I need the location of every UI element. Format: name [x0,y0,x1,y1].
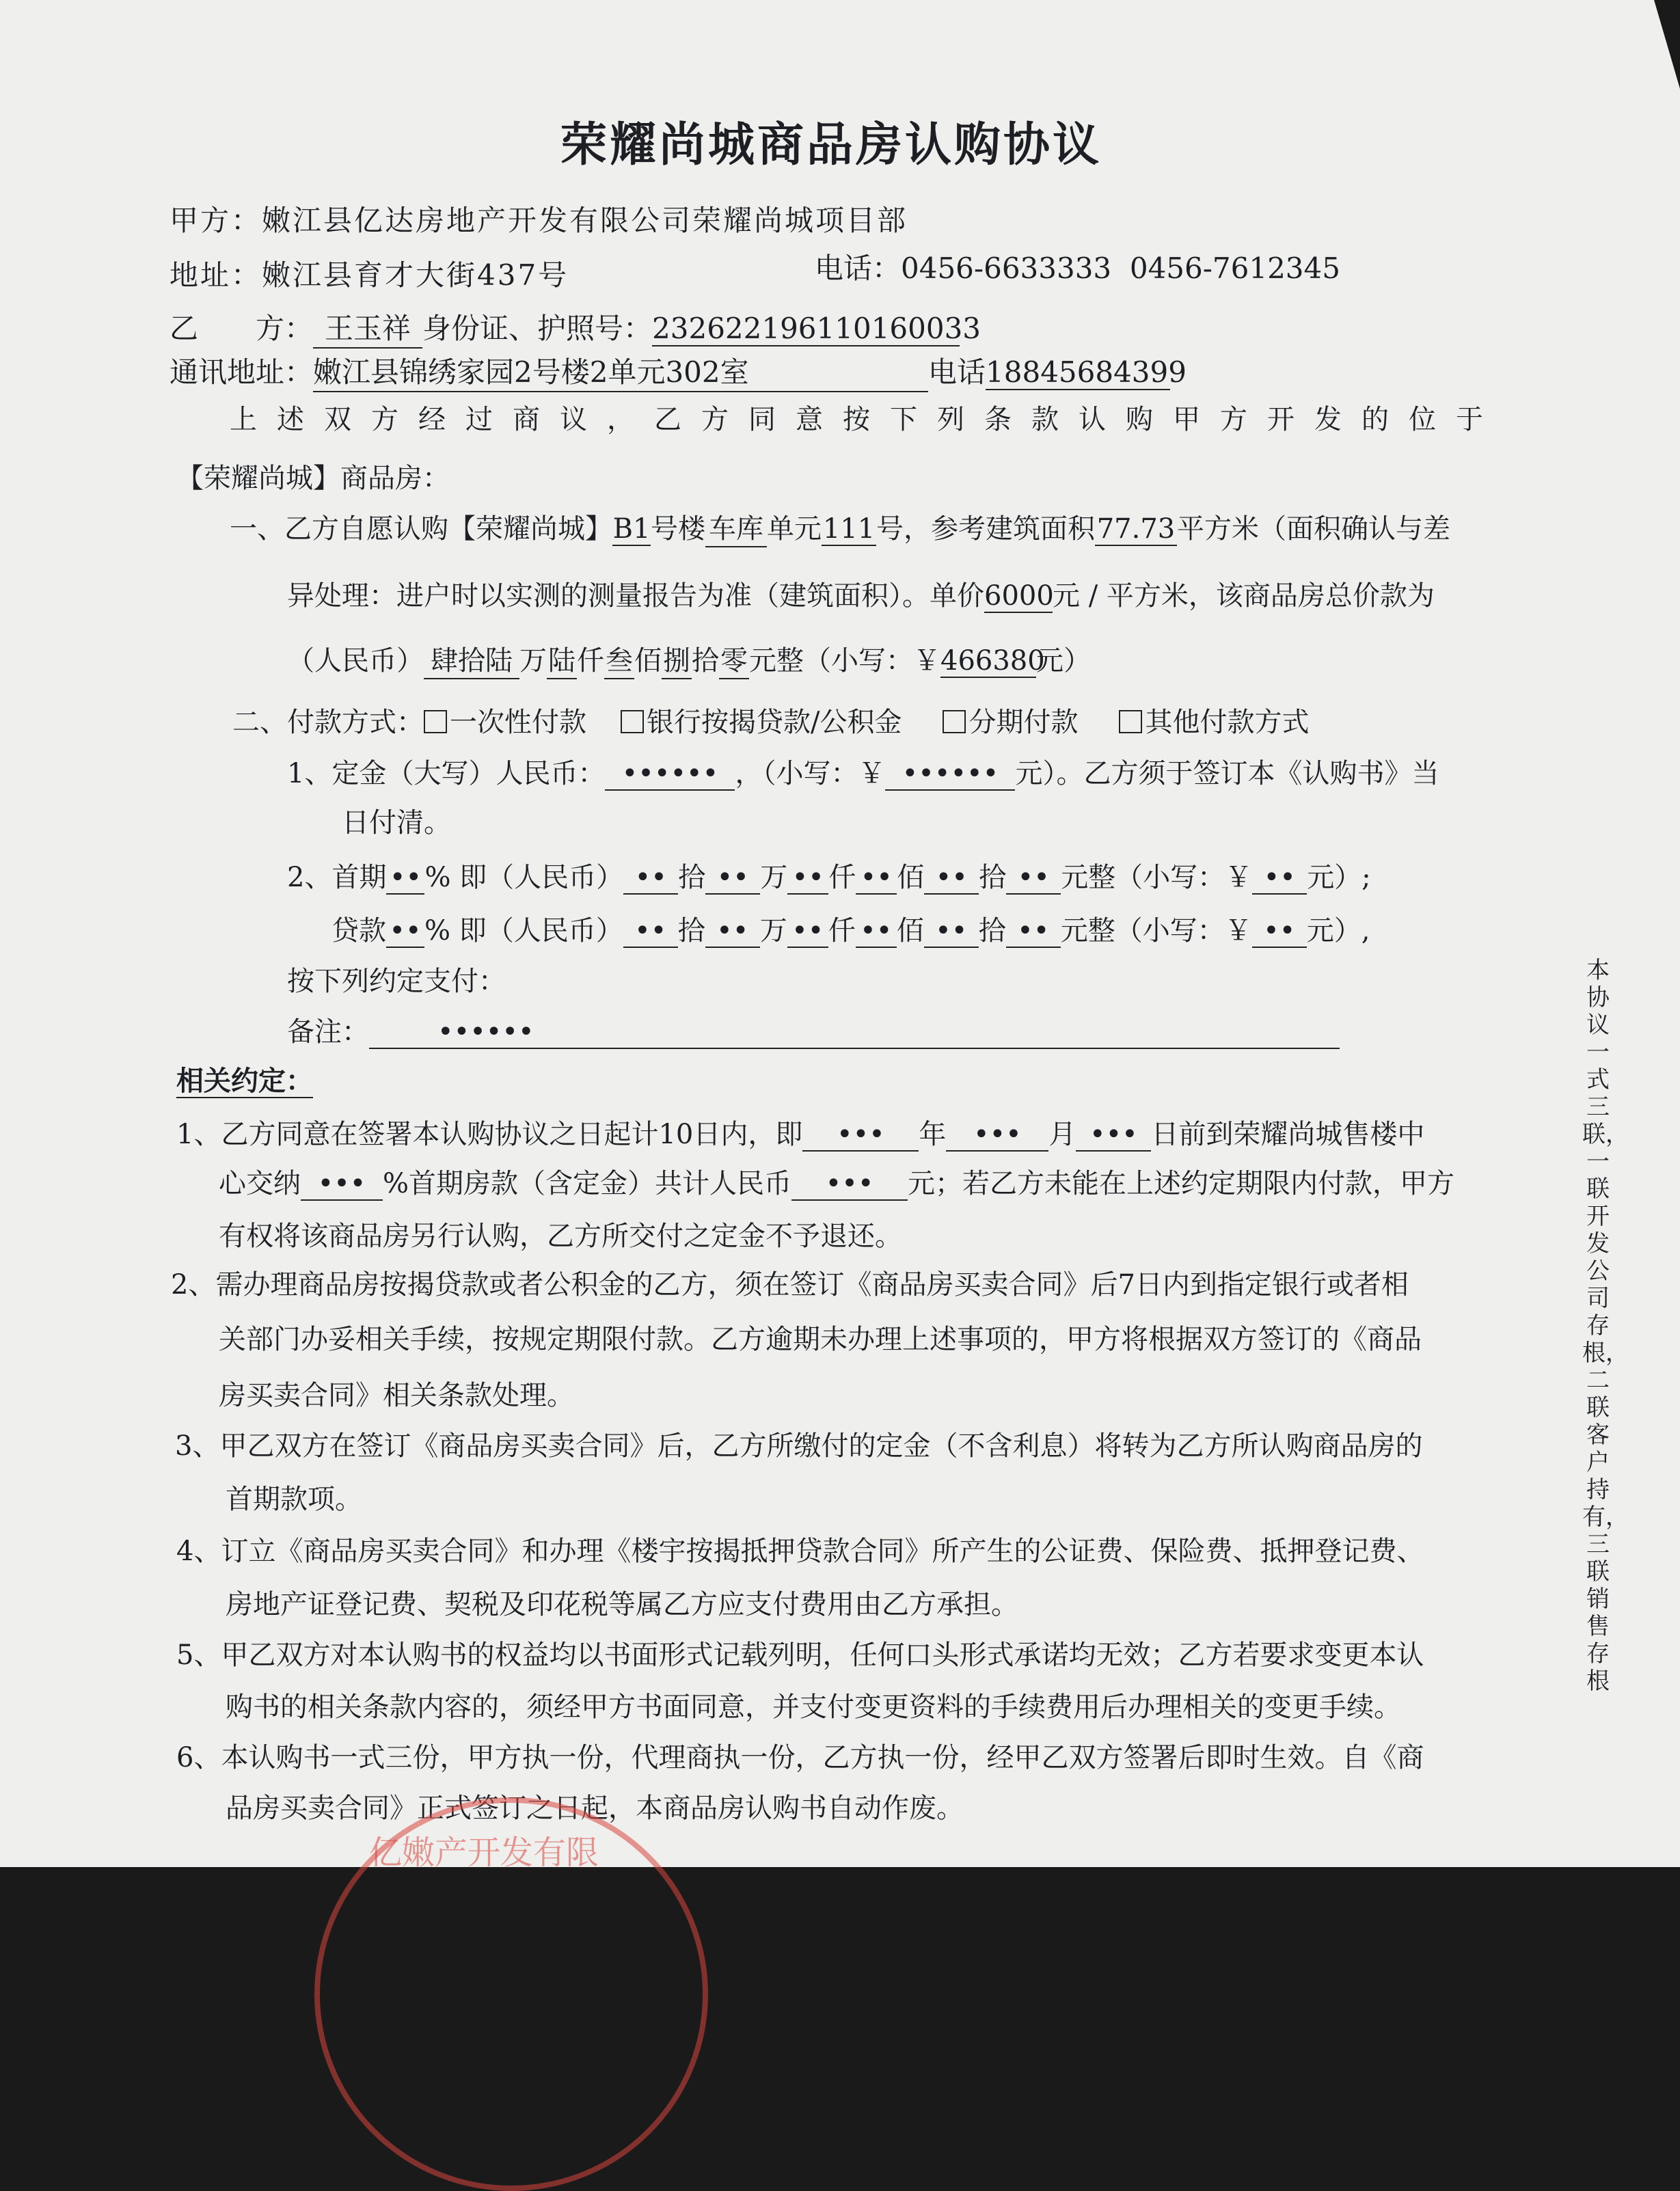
loan-lower-field: •• [1252,915,1307,948]
checkbox-mortgage-label: 银行按揭贷款/公积金 [647,707,902,738]
related-2-line-1: 2、需办理商品房按揭贷款或者公积金的乙方，须在签订《商品房买卖合同》后7日内到指定银行或者相 [171,1269,1409,1301]
related-6-line-1: 6、本认购书一式三份，甲方执一份，代理商执一份，乙方执一份，经甲乙双方签署后即时生效。自《商 [176,1742,1424,1773]
first-end: 元）; [1307,862,1371,893]
first-shi2: 拾 [979,862,1007,893]
first-pct-field: •• [386,862,424,895]
unit-bai: 佰 [634,645,662,677]
party-a-label: 甲方： [170,204,262,237]
loan-shi-field: •• [623,915,678,948]
clause-1-text-b: 号楼 [651,513,705,545]
related-1-text-d: %首期房款（含定金）共计人民币 [383,1168,792,1199]
payment-method-header: 二、付款方式： [232,707,424,738]
amount-digit-shi: 捌 [662,639,692,679]
clause-1-rmb-label: （人民币） [287,645,424,677]
first-wan: 万 [760,862,788,893]
related-1-text-e: 元；若乙方未能在上述约定期限内付款，甲方 [908,1168,1455,1199]
floor-area: 77.73 [1095,513,1177,546]
clause-1-text-a: 一、乙方自愿认购【荣耀尚城】 [230,513,612,545]
deposit-upper-field: •••••• [605,758,735,791]
related-1-text-a: 1、乙方同意在签署本认购协议之日起计10日内，即 [176,1119,803,1150]
due-year-label: 年 [919,1119,947,1150]
unit-price: 6000 [984,580,1054,612]
unit-qian: 仟 [577,645,604,677]
checkbox-other-box[interactable] [1119,710,1142,733]
due-day-field: ••• [1076,1119,1151,1152]
loan-shi: 拾 [677,915,705,947]
side-note: 本协议一式三联，一联开发公司存根，二联客户持有，三联销售存根 [1582,957,1629,1695]
party-b-id-number: 232622196110160033 [652,312,981,345]
due-month-label: 月 [1048,1119,1076,1150]
checkbox-full-payment[interactable] [424,707,586,738]
deposit-line-2: 日付清。 [342,807,451,839]
address-value: 嫩江县育才大街437号 [262,258,569,292]
payment-method-line [232,700,1309,739]
clause-1-text-g: 元 / 平方米，该商品房总价款为 [1053,580,1435,612]
party-b-address-line [170,350,1187,392]
related-1-line-3: 有权将该商品房另行认购，乙方所交付之定金不予退还。 [219,1221,902,1252]
first-yuanzheng: 元整（小写：￥ [1061,862,1253,893]
loan-pct-field: •• [386,915,424,948]
related-5-line-2: 购书的相关条款内容的，须经甲方书面同意，并支付变更资料的手续费用后办理相关的变更手续。 [226,1691,1401,1723]
first-ge-field: •• [1006,862,1061,895]
clause-1-text-h: 元整（小写：￥ [749,645,940,677]
party-a-name: 嫩江县亿达房地产开发有限公司荣耀尚城项目部 [262,204,908,237]
address-phone-numbers: 0456-6633333 0456-7612345 [901,251,1340,285]
remark-field: •••••• [369,1016,1340,1049]
loan-end: 元）, [1306,915,1370,947]
remark-line [287,1010,1340,1049]
clause-1-text-e: 平方米（面积确认与差 [1177,513,1450,545]
loan-yuanzheng: 元整（小写：￥ [1060,915,1252,947]
first-qian-field: •• [787,862,828,895]
checkbox-other-label: 其他付款方式 [1145,707,1310,738]
party-a-line [170,198,908,239]
first-shi: 拾 [678,862,706,893]
deposit-lower-label: ，（小写：￥ [735,758,886,789]
party-b-addr-label: 通讯地址： [170,355,314,389]
document-title: 荣耀尚城商品房认购协议 [560,118,1102,172]
related-3-line-1: 3、甲乙双方在签订《商品房买卖合同》后，乙方所缴付的定金（不含利息）将转为乙方所认购商品房的 [175,1430,1423,1462]
related-5-line-1: 5、甲乙双方对本认购书的权益均以书面形式记载列明，任何口头形式承诺均无效；乙方若要求变更本认 [176,1639,1424,1671]
building-number: B1 [612,513,651,545]
first-shi2-field: •• [924,862,979,895]
loan-wan: 万 [759,915,787,947]
amount-digit-shiwan: 肆拾陆 [424,639,519,679]
loan-shi2-field: •• [924,915,979,948]
loan-shi2: 拾 [978,915,1006,947]
related-4-line-2: 房地产证登记费、契税及印花税等属乙方应支付费用由乙方承担。 [226,1589,1018,1620]
loan-qian-field: •• [787,915,828,948]
checkbox-other[interactable] [1119,707,1309,738]
party-b-id-label: 身份证、护照号： [422,312,653,345]
checkbox-installment-label: 分期付款 [968,707,1079,738]
clause-1-line-2 [287,574,1435,613]
checkbox-mortgage-box[interactable] [621,710,644,733]
related-6-line-2: 品房买卖合同》正式签订之日起，本商品房认购书自动作废。 [226,1793,964,1824]
deposit-lower-field: •••••• [885,758,1015,791]
related-1-line-2 [219,1162,1454,1201]
related-1-text-c: 心交纳 [219,1168,301,1199]
company-seal-text: 亿嫩产开发有限 [369,1834,599,1872]
first-bai-field: •• [856,862,897,895]
address-label: 地址： [170,258,262,292]
first-amount-field: ••• [791,1168,908,1201]
party-b-phone: 18845684399 [986,355,1187,389]
loan-bai: 佰 [896,915,924,947]
loan-ge-field: •• [1006,915,1061,948]
clause-1-text-c: 单元 [767,513,822,545]
address-phone-label: 电话： [815,251,902,285]
checkbox-full-payment-label: 一次性付款 [450,707,586,738]
agreement-pay-line: 按下列约定支付： [287,966,506,997]
due-month-field: ••• [946,1119,1048,1152]
address-line [170,253,569,294]
clause-1-text-d: 号，参考建筑面积 [876,513,1095,545]
clause-1-text-i: 元） [1036,645,1091,677]
first-lower-field: •• [1252,862,1307,895]
first-wan-field: •• [705,862,760,895]
loan-qian: 仟 [828,915,856,947]
party-b-addr: 嫩江县锦绣家园2号楼2单元302室 [313,350,928,392]
first-qian: 仟 [828,862,856,893]
intro-line-2: 【荣耀尚城】商品房： [176,463,450,494]
related-1-line-1 [176,1113,1424,1152]
loan-pct-text: % 即（人民币） [424,915,623,947]
intro-line-1: 上述双方经过商议，乙方同意按下列条款认购甲方开发的位于 [230,404,1503,435]
related-2-line-3: 房买卖合同》相关条款处理。 [219,1380,574,1411]
clause-1-line-1 [230,507,1450,547]
loan-line [331,909,1370,948]
unit-shi: 拾 [692,645,719,677]
room-number: 111 [822,513,876,545]
related-header-text: 相关约定： [176,1065,313,1097]
loan-label: 贷款 [331,915,386,947]
checkbox-mortgage[interactable] [621,707,902,738]
amount-digit-qian: 陆 [547,639,577,679]
first-shi-field: •• [623,862,678,895]
deposit-text: 元）。乙方须于签订本《认购书》当 [1015,758,1439,789]
checkbox-installment-box[interactable] [943,710,966,733]
party-b-name: 王玉祥 [313,306,422,349]
related-1-text-b: 日前到荣耀尚城售楼中 [1151,1119,1425,1150]
deposit-line [287,752,1439,791]
first-percent-field: ••• [301,1168,383,1201]
party-b-line [170,306,981,349]
party-b-label: 乙 方： [170,312,314,345]
total-price: 466380 [940,645,1045,677]
unit-wan: 万 [519,645,547,677]
deposit-label: 1、定金（大写）人民币： [287,758,606,789]
loan-bai-field: •• [856,915,897,948]
checkbox-full-payment-box[interactable] [424,710,447,733]
first-pct-text: % 即（人民币） [424,862,624,893]
loan-wan-field: •• [705,915,760,948]
first-payment-line [287,856,1371,895]
clause-1-text-f: 异处理：进户时以实测的测量报告为准（建筑面积）。单价 [287,580,984,612]
address-phone [815,246,1340,287]
related-header [176,1059,313,1098]
related-2-line-2: 关部门办妥相关手续，按规定期限付款。乙方逾期未办理上述事项的，甲方将根据双方签订的《商品 [219,1324,1422,1355]
unit-name: 车库 [705,507,767,547]
amount-digit-ge: 零 [719,639,749,679]
clause-1-line-3 [287,639,1091,679]
first-payment-label: 2、首期 [287,862,387,893]
party-b-phone-label: 电话 [928,355,986,389]
amount-digit-bai: 叁 [604,639,634,679]
related-3-line-2: 首期款项。 [226,1484,362,1515]
due-year-field: ••• [802,1119,919,1152]
related-4-line-1: 4、订立《商品房买卖合同》和办理《楼宇按揭抵押贷款合同》所产生的公证费、保险费、抵押登记费、 [176,1536,1424,1567]
first-bai: 佰 [897,862,925,893]
checkbox-installment[interactable] [943,707,1078,738]
remark-label: 备注： [287,1016,369,1048]
